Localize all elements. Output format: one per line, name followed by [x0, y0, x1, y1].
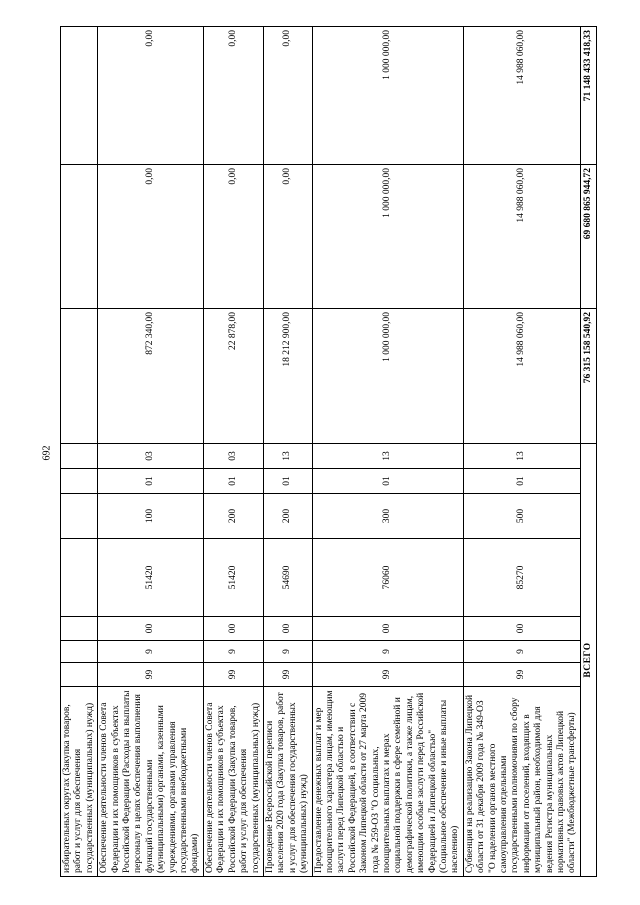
direction-code: 85270 [463, 539, 580, 617]
amount-year-3 [61, 27, 98, 165]
program-code [61, 663, 98, 687]
total-year-1: 76 315 158 540,92 [580, 309, 596, 444]
amount-year-3: 0,00 [263, 27, 312, 165]
activity-code: 00 [312, 617, 463, 641]
amount-year-1: 14 988 060,00 [463, 309, 580, 444]
expense-type-code: 100 [98, 494, 204, 539]
direction-code: 51420 [203, 539, 263, 617]
subprogram-code: 9 [312, 641, 463, 663]
amount-year-2: 0,00 [203, 165, 263, 309]
table-row [263, 27, 312, 877]
expense-type-code [61, 494, 98, 539]
program-code: 99 [463, 663, 580, 687]
expense-type-code: 200 [203, 494, 263, 539]
row-description: Обеспечение деятельности членов Совета Федерации и их помощников в субъектах Российской Федерации (Расходы на выплаты персоналу в целях обеспечения выполнения функций государственными (муниципальными) органами, казенными учреждениями, органами управления государственными внебюджетными фондами) [98, 687, 204, 877]
total-year-2: 69 680 865 944,72 [580, 165, 596, 309]
program-code: 99 [203, 663, 263, 687]
subsection-code: 13 [263, 444, 312, 469]
amount-year-1: 872 340,00 [98, 309, 204, 444]
table-row [203, 27, 263, 877]
table-row [312, 27, 463, 877]
activity-code: 00 [98, 617, 204, 641]
amount-year-3: 14 988 060,00 [463, 27, 580, 165]
total-year-3: 71 148 433 418,33 [580, 27, 596, 165]
expense-type-code: 300 [312, 494, 463, 539]
subprogram-code: 9 [463, 641, 580, 663]
subprogram-code: 9 [263, 641, 312, 663]
direction-code: 54690 [263, 539, 312, 617]
program-code: 99 [312, 663, 463, 687]
section-code: 01 [263, 469, 312, 494]
expense-type-code: 500 [463, 494, 580, 539]
rotated-page-content [60, 27, 593, 877]
activity-code: 00 [263, 617, 312, 641]
subprogram-code: 9 [203, 641, 263, 663]
subsection-code: 03 [98, 444, 204, 469]
amount-year-2: 1 000 000,00 [312, 165, 463, 309]
section-code: 01 [463, 469, 580, 494]
table-row [463, 27, 580, 877]
subsection-code: 03 [203, 444, 263, 469]
row-description: Предоставление денежных выплат и мер поощрительного характера лицам, имеющим заслуги перед Липецкой областью и Российской Федерацией, в соответствии с Законом Липецкой области от 27 марта 2009 года № 259-ОЗ "О социальных, поощрительных выплатах и мерах социальной поддержки в сфере семейной и демографической политики, а также лицам, имеющим особые заслуги перед Российской Федерацией и Липецкой областью" (Социальное обеспечение и иные выплаты населению) [312, 687, 463, 877]
row-description: Обеспечение деятельности членов Совета Федерации и их помощников в субъектах Российской Федерации (Закупка товаров, работ и услуг для обеспечения государственных (муниципальных) нужд) [203, 687, 263, 877]
section-code [61, 469, 98, 494]
table-row [61, 27, 98, 877]
row-description: избирательных округах (Закупка товаров, работ и услуг для обеспечения государственных (муниципальных) нужд) [61, 687, 98, 877]
amount-year-3: 0,00 [98, 27, 204, 165]
row-description: Проведение Всероссийской переписи населения 2020 года (Закупка товаров, работ и услуг для обеспечения государственных (муниципальных) нужд) [263, 687, 312, 877]
subsection-code [61, 444, 98, 469]
page-number-text: 692 [41, 445, 53, 461]
activity-code [61, 617, 98, 641]
subsection-code: 13 [312, 444, 463, 469]
budget-table [60, 26, 597, 877]
program-code: 99 [263, 663, 312, 687]
subprogram-code [61, 641, 98, 663]
total-row [580, 27, 596, 877]
table-body [61, 27, 597, 877]
amount-year-2: 0,00 [263, 165, 312, 309]
amount-year-1: 22 878,00 [203, 309, 263, 444]
section-code: 01 [312, 469, 463, 494]
activity-code: 00 [203, 617, 263, 641]
budget-table-container [60, 27, 593, 877]
section-code: 01 [203, 469, 263, 494]
page-number [40, 446, 54, 460]
direction-code [61, 539, 98, 617]
amount-year-2: 14 988 060,00 [463, 165, 580, 309]
table-row [98, 27, 204, 877]
row-description: Субвенция на реализацию Закона Липецкой области от 31 декабря 2009 года № 349-ОЗ "О наделении органов местного самоуправления отдельными государственными полномочиями по сбору информации от поселений, входящих в муниципальный район, необходимой для ведения Регистра муниципальных нормативных правовых актов Липецкой области" (Межбюджетные трансферты) [463, 687, 580, 877]
amount-year-2: 0,00 [98, 165, 204, 309]
direction-code: 51420 [98, 539, 204, 617]
section-code: 01 [98, 469, 204, 494]
activity-code: 00 [463, 617, 580, 641]
amount-year-1: 1 000 000,00 [312, 309, 463, 444]
subprogram-code: 9 [98, 641, 204, 663]
expense-type-code: 200 [263, 494, 312, 539]
subsection-code: 13 [463, 444, 580, 469]
amount-year-3: 0,00 [203, 27, 263, 165]
total-label: ВСЕГО [580, 444, 596, 877]
amount-year-1 [61, 309, 98, 444]
amount-year-3: 1 000 000,00 [312, 27, 463, 165]
amount-year-2 [61, 165, 98, 309]
program-code: 99 [98, 663, 204, 687]
direction-code: 76060 [312, 539, 463, 617]
amount-year-1: 18 212 900,00 [263, 309, 312, 444]
